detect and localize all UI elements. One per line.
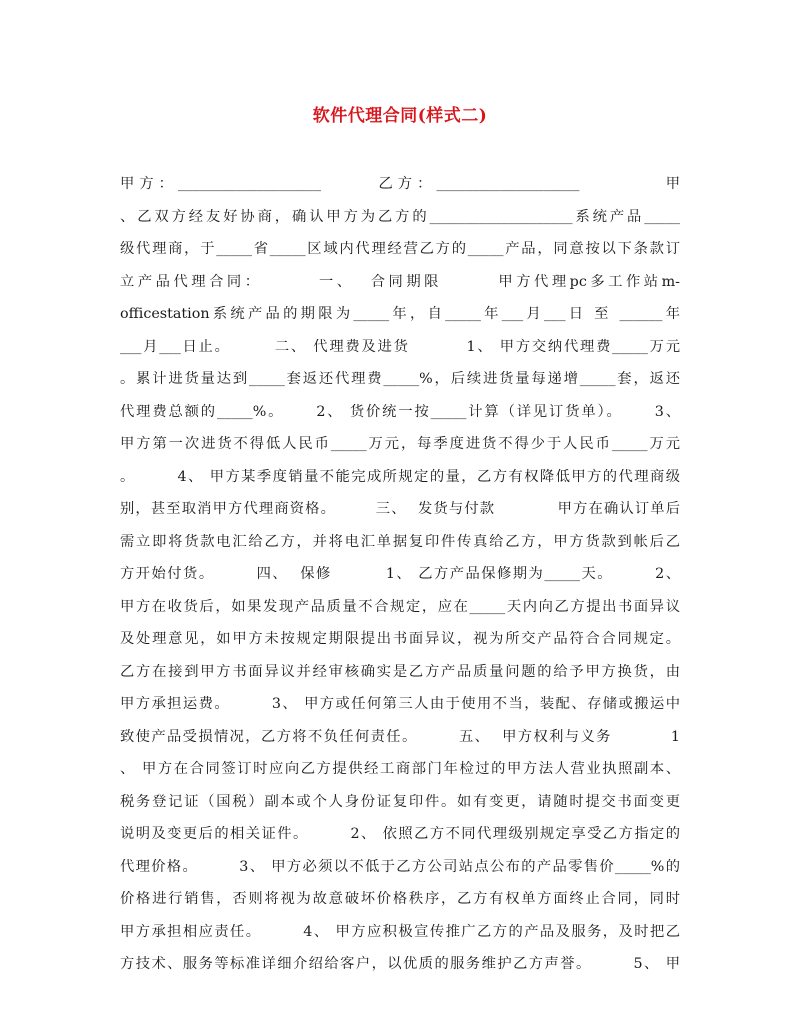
body-line: 级代理商，于_____省_____区域内代理经营乙方的_____产品，同意按以下条款订 xyxy=(120,241,680,257)
body-line: 代理费总额的_____%。 2、 货价统一按_____计算（详见订货单）。 3、 xyxy=(120,403,680,420)
body-line: ___月___日止。 二、 代理费及进货 1、 甲方交纳代理费_____万元 xyxy=(120,338,680,355)
body-line: 别，甚至取消甲方代理商资格。 三、 发货与付款 甲方在确认订单后 xyxy=(120,501,680,517)
body-line: 、乙双方经友好协商，确认甲方为乙方的____________________系统产品_____ xyxy=(120,208,680,225)
document-body xyxy=(120,168,680,981)
body-line: 价格进行销售，否则将视为故意破坏价格秩序，乙方有权单方面终止合同，同时 xyxy=(120,891,680,907)
body-line: 税务登记证（国税）副本或个人身份证复印件。如有变更，请随时提交书面变更 xyxy=(120,793,680,810)
body-line: 。累计进货量达到_____套返还代理费_____%，后续进货量每递增_____套，返还 xyxy=(120,371,680,387)
body-line: 致使产品受损情况，乙方将不负任何责任。 五、 甲方权利与义务 1 xyxy=(120,728,680,745)
body-line: 甲方：____________________ 乙方：____________________ 甲 xyxy=(120,176,680,192)
body-line: 代理价格。 3、 甲方必须以不低于乙方公司站点公布的产品零售价_____%的 xyxy=(120,858,680,875)
body-line: 甲方承担运费。 3、 甲方或任何第三人由于使用不当，装配、存储或搬运中 xyxy=(120,696,680,712)
body-line: officestation系统产品的期限为_____年，自_____年___月___日 至 ______年 xyxy=(120,306,680,322)
body-line: 及处理意见，如甲方未按规定期限提出书面异议，视为所交产品符合合同规定。 xyxy=(120,631,680,647)
body-line: 。 4、 甲方某季度销量不能完成所规定的量，乙方有权降低甲方的代理商级 xyxy=(120,468,680,485)
body-line: 立产品代理合同： 一、 合同期限 甲方代理pc多工作站m- xyxy=(120,273,680,290)
body-line: 需立即将货款电汇给乙方，并将电汇单据复印件传真给乙方，甲方货款到帐后乙 xyxy=(120,533,680,550)
document-title: 软件代理合同(样式二) xyxy=(312,106,488,126)
body-line: 甲方在收货后，如果发现产品质量不合规定，应在_____天内向乙方提出书面异议 xyxy=(120,598,680,615)
body-line: 方开始付货。 四、 保修 1、 乙方产品保修期为_____天。 2、 xyxy=(120,566,680,582)
body-line: 乙方在接到甲方书面异议并经审核确实是乙方产品质量问题的给予甲方换货，由 xyxy=(120,663,680,680)
body-line: 甲方承担相应责任。 4、 甲方应积极宣传推广乙方的产品及服务，及时把乙 xyxy=(120,923,680,940)
body-line: 说明及变更后的相关证件。 2、 依照乙方不同代理级别规定享受乙方指定的 xyxy=(120,826,680,842)
body-line: 甲方第一次进货不得低人民币_____万元，每季度进货不得少于人民币_____万元 xyxy=(120,436,680,452)
body-line: 方技术、服务等标准详细介绍给客户，以优质的服务维护乙方声誉。 5、 甲 xyxy=(120,956,680,972)
body-line: 、 甲方在合同签订时应向乙方提供经工商部门年检过的甲方法人营业执照副本、 xyxy=(120,761,680,777)
